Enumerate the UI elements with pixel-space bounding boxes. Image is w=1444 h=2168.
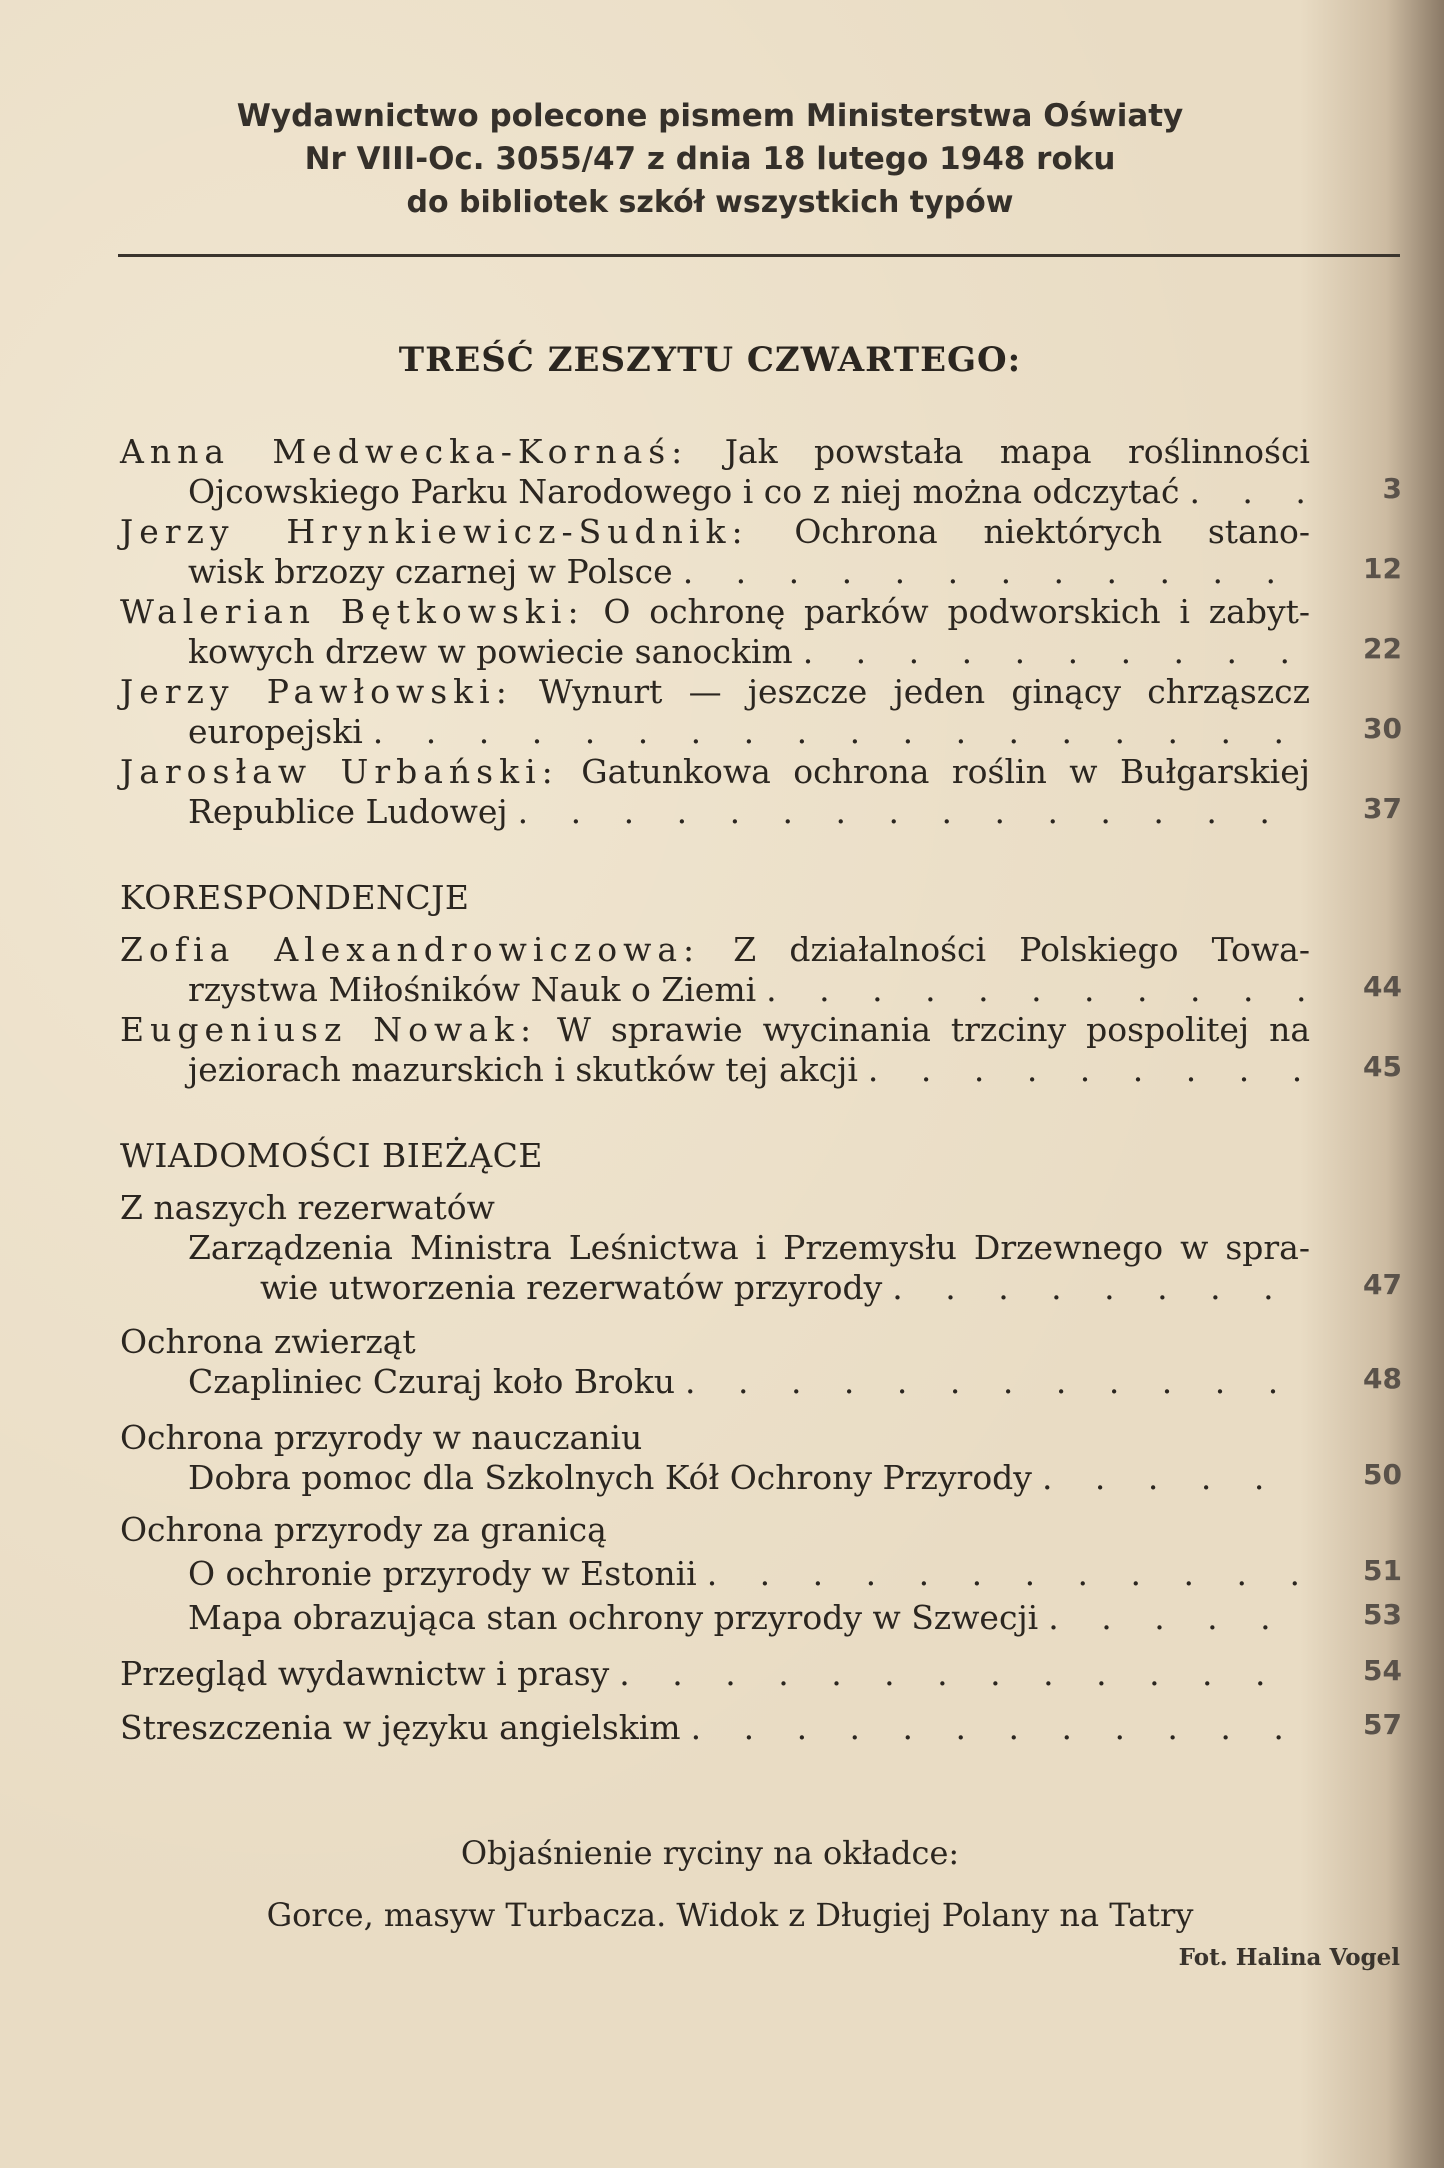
- toc-title: Ochrona niektórych stano-: [794, 512, 1310, 551]
- toc-title: Zarządzenia Ministra Leśnictwa i Przemysłu Drzewnego w spra-: [188, 1228, 1310, 1267]
- page-number: 47: [1363, 1268, 1402, 1301]
- toc-title-cont: wisk brzozy czarnej w Polsce: [188, 552, 673, 591]
- toc-title-cont: jeziorach mazurskich i skutków tej akcji: [188, 1050, 858, 1089]
- subsection-title: Z naszych rezerwatów: [120, 1188, 495, 1227]
- dot-leader: [619, 1654, 1310, 1694]
- toc-author: Eugeniusz Nowak:: [120, 1010, 538, 1049]
- toc-author: Jerzy Hrynkiewicz-Sudnik:: [120, 512, 749, 551]
- dot-leader: [766, 970, 1310, 1010]
- toc-entry: [120, 752, 1402, 832]
- page-number: 22: [1363, 632, 1402, 665]
- toc-title: Wynurt — jeszcze jeden ginący chrząszcz: [539, 672, 1311, 711]
- toc-title: Streszczenia w języku angielskim: [120, 1708, 681, 1747]
- toc-entry: [120, 930, 1402, 1010]
- section-heading-wiadomosci: WIADOMOŚCI BIEŻĄCE: [120, 1136, 543, 1175]
- dot-leader: [892, 1268, 1310, 1308]
- toc-entry: [120, 1708, 1402, 1748]
- page-number: 12: [1363, 552, 1402, 585]
- toc-author: Walerian Bętkowski:: [120, 592, 585, 631]
- photo-credit: Fot. Halina Vogel: [1178, 1944, 1400, 1971]
- dot-leader: [1189, 472, 1310, 512]
- toc-title: O ochronie przyrody w Estonii: [188, 1554, 697, 1593]
- toc-title-cont: kowych drzew w powiecie sanockim: [188, 632, 793, 671]
- dot-leader: [691, 1708, 1310, 1748]
- toc-title: O ochronę parków podworskich i zabyt-: [603, 592, 1310, 631]
- toc-title: Mapa obrazująca stan ochrony przyrody w Szwecji: [188, 1598, 1039, 1637]
- page-number: 57: [1363, 1708, 1402, 1741]
- publication-note-line-1: Wydawnictwo polecone pismem Ministerstwa Oświaty: [236, 98, 1184, 134]
- page-number: 44: [1363, 970, 1402, 1003]
- toc-title-cont: wie utworzenia rezerwatów przyrody: [260, 1268, 883, 1307]
- toc-entry: [120, 1654, 1402, 1694]
- toc-title-cont: Ojcowskiego Parku Narodowego i co z niej można odczytać: [188, 472, 1180, 511]
- dot-leader: [683, 552, 1310, 592]
- horizontal-rule: [118, 254, 1400, 257]
- dot-leader: [1042, 1458, 1310, 1498]
- toc-title: W sprawie wycinania trzciny pospolitej na: [557, 1010, 1310, 1049]
- dot-leader: [803, 632, 1310, 672]
- cover-caption-text: Gorce, masyw Turbacza. Widok z Długiej Polany na Tatry: [266, 1896, 1194, 1934]
- toc-title: Przegląd wydawnictw i prasy: [120, 1654, 610, 1693]
- toc-entry: [120, 1362, 1402, 1402]
- dot-leader: [707, 1554, 1310, 1594]
- toc-title: Jak powstała mapa roślinności: [724, 432, 1310, 471]
- cover-caption-heading: Objaśnienie ryciny na okładce:: [460, 1834, 960, 1872]
- dot-leader: [518, 792, 1310, 832]
- subsection-title: Ochrona przyrody za granicą: [120, 1510, 607, 1549]
- toc-entry: [120, 1010, 1402, 1090]
- subsection-title: Ochrona zwierząt: [120, 1322, 416, 1361]
- page-number: 37: [1363, 792, 1402, 825]
- toc-entry: [120, 592, 1402, 672]
- dot-leader: [868, 1050, 1310, 1090]
- toc-author: Zofia Alexandrowiczowa:: [120, 930, 701, 969]
- publication-note: [120, 95, 1300, 225]
- page-number: 50: [1363, 1458, 1402, 1491]
- toc-title: Czapliniec Czuraj koło Broku: [188, 1362, 675, 1401]
- page-number: 45: [1363, 1050, 1402, 1083]
- toc-entry: [120, 1554, 1402, 1594]
- page-number: 3: [1382, 472, 1402, 505]
- dot-leader: [373, 712, 1310, 752]
- dot-leader: [685, 1362, 1310, 1402]
- toc-author: Jarosław Urbański:: [120, 752, 559, 791]
- page-number: 30: [1363, 712, 1402, 745]
- toc-entry: [120, 1598, 1402, 1638]
- toc-title: Dobra pomoc dla Szkolnych Kół Ochrony Przyrody: [188, 1458, 1032, 1497]
- toc-entry: [120, 512, 1402, 592]
- toc-entry: [120, 432, 1402, 512]
- toc-entry: [120, 1228, 1402, 1308]
- page-title: TREŚĆ ZESZYTU CZWARTEGO:: [398, 340, 1022, 380]
- dot-leader: [1048, 1598, 1310, 1638]
- page-number: 53: [1363, 1598, 1402, 1631]
- toc-title-cont: europejski: [188, 712, 363, 751]
- section-heading-korespondencje: KORESPONDENCJE: [120, 878, 470, 917]
- page-number: 48: [1363, 1362, 1402, 1395]
- toc-author: Anna Medwecka-Kornaś:: [120, 432, 689, 471]
- table-of-contents: [120, 432, 1402, 1748]
- subsection-title: Ochrona przyrody w nauczaniu: [120, 1418, 643, 1457]
- toc-title: Gatunkowa ochrona roślin w Bułgarskiej: [581, 752, 1310, 791]
- publication-note-line-2: Nr VIII-Oc. 3055/47 z dnia 18 lutego 1948 roku: [304, 141, 1116, 177]
- toc-title: Z działalności Polskiego Towa-: [733, 930, 1310, 969]
- publication-note-line-3: do bibliotek szkół wszystkich typów: [406, 185, 1014, 220]
- page-number: 54: [1363, 1654, 1402, 1687]
- toc-author: Jerzy Pawłowski:: [120, 672, 513, 711]
- toc-entry: [120, 1458, 1402, 1498]
- toc-title-cont: Republice Ludowej: [188, 792, 508, 831]
- toc-entry: [120, 672, 1402, 752]
- page-number: 51: [1363, 1554, 1402, 1587]
- toc-title-cont: rzystwa Miłośników Nauk o Ziemi: [188, 970, 757, 1009]
